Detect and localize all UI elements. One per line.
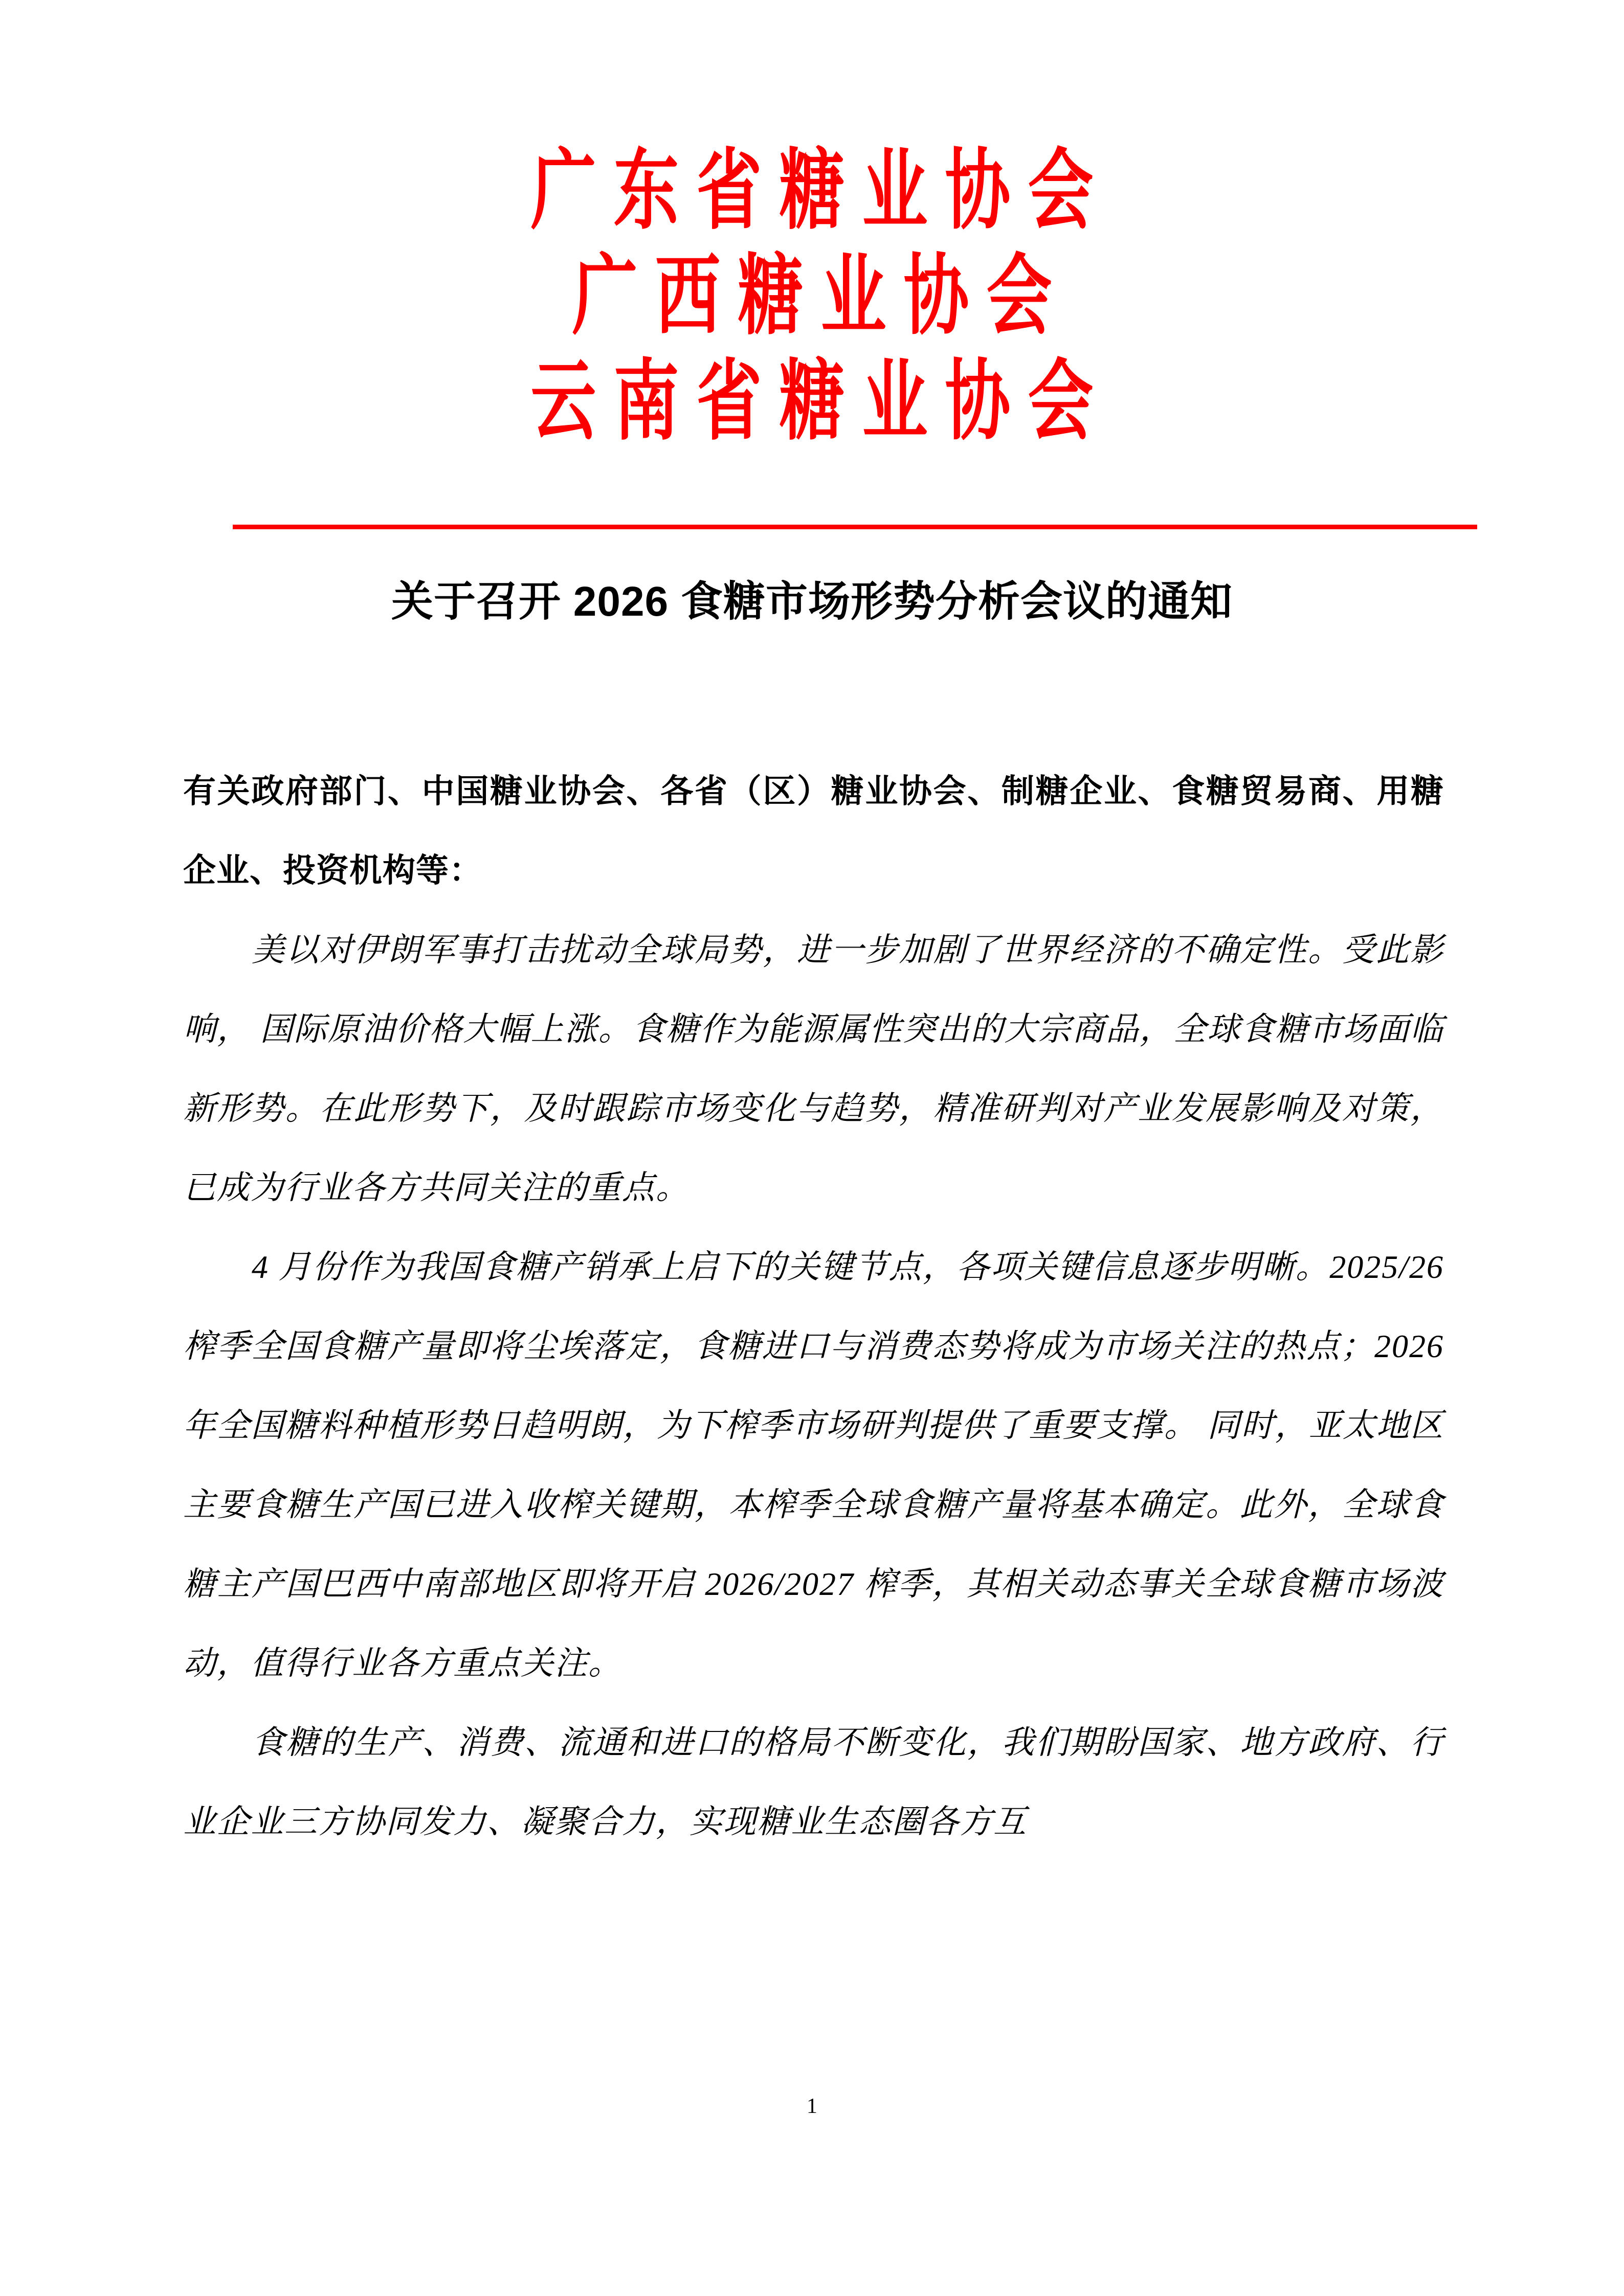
body-paragraph-1: 美以对伊朗军事打击扰动全球局势，进一步加剧了世界经济的不确定性。受此影响， 国际原油价格大幅上涨。食糖作为能源属性突出的大宗商品，全球食糖市场面临新形势。在此形势下，及时跟踪市场变化与趋势，精准研判对产业发展影响及对策， 已成为行业各方共同关注的重点。 bbox=[183, 932, 1444, 1206]
letterhead bbox=[0, 137, 1624, 451]
body-paragraph-2: 4 月份作为我国食糖产销承上启下的关键节点，各项关键信息逐步明晰。2025/26 榨季全国食糖产量即将尘埃落定，食糖进口与消费态势将成为市场关注的热点；2026 年全国糖料种植形势日趋明朗，为下榨季市场研判提供了重要支撑。 同时，亚太地区主要食糖生产国已进入收榨关键期，本榨季全球食糖产量将基本确定。此外，全球食糖主产国巴西中南部地区即将开启 2026/2027 榨季，其相关动态事关全球食糖市场波动，值得行业各方重点关注。 bbox=[183, 1249, 1444, 1681]
letterhead-line-yunnan: 云南省糖业协会 bbox=[530, 353, 1111, 451]
letterhead-line-guangxi: 广西糖业协会 bbox=[572, 247, 1070, 345]
masthead-divider-rule bbox=[233, 525, 1477, 529]
page-number: 1 bbox=[807, 2095, 817, 2118]
body-paragraph-3: 食糖的生产、消费、流通和进口的格局不断变化，我们期盼国家、地方政府、行业企业三方协同发力、凝聚合力，实现糖业生态圈各方互 bbox=[183, 1724, 1444, 1840]
letterhead-line-guangdong: 广东省糖业协会 bbox=[530, 142, 1111, 240]
page-title: 关于召开 2026 食糖市场形势分析会议的通知 bbox=[391, 578, 1233, 625]
addressee-paragraph: 有关政府部门、中国糖业协会、各省（区）糖业协会、制糖企业、食糖贸易商、用糖企业、投资机构等： bbox=[183, 773, 1444, 889]
document-body bbox=[183, 752, 1444, 1861]
